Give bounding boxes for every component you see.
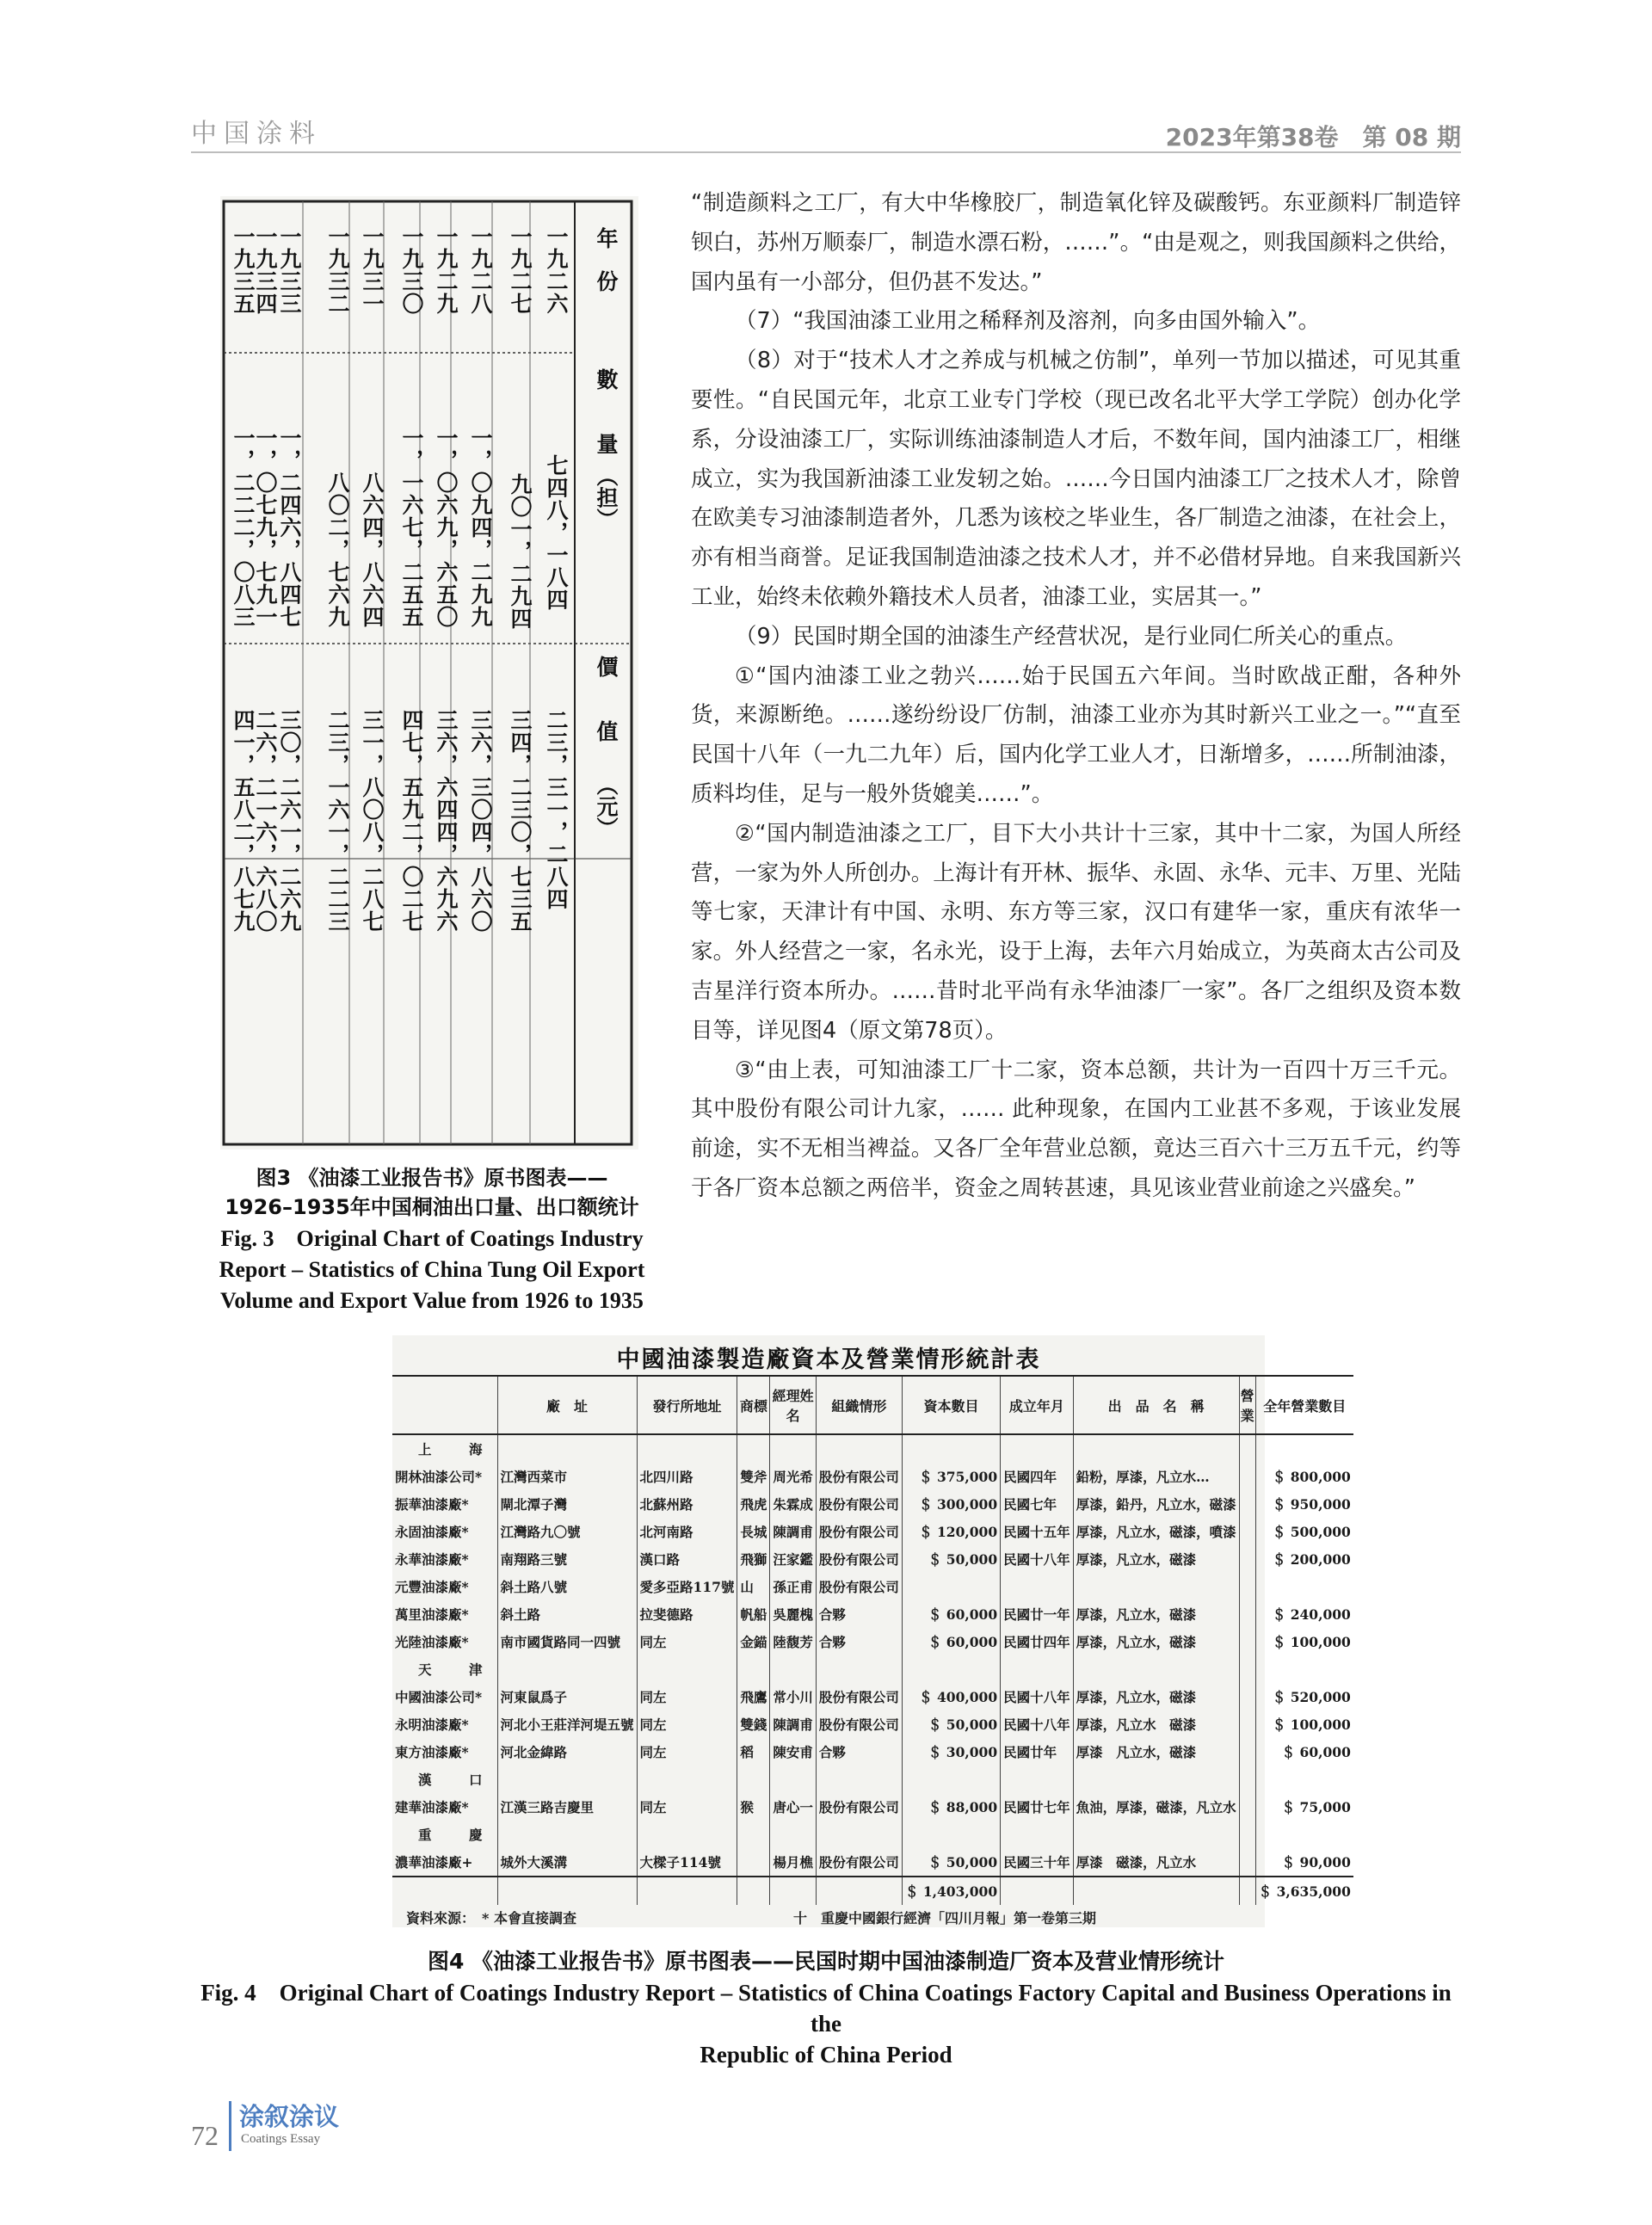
year-cell: 一九三〇	[399, 225, 424, 315]
year-cell: 一九三五	[231, 225, 256, 315]
empty-cell	[770, 1821, 817, 1848]
volume-cell: 一，〇九四，二九九	[468, 427, 493, 628]
cell-site: 河北金緯路	[497, 1738, 637, 1766]
cell-mark: 飛鷹	[737, 1683, 770, 1710]
volume-cell: 九〇一，二九四	[508, 473, 533, 630]
value-cell: 二三，一六一，二二三	[325, 709, 350, 933]
cell-org: 合夥	[816, 1628, 902, 1655]
figure-3-caption-zh	[191, 1163, 673, 1222]
year-cell: 一九三一	[360, 225, 385, 315]
year-cell: 一九三二	[325, 225, 350, 315]
cell-founded: 民國四年	[1001, 1463, 1074, 1490]
figure-3-caption-en	[191, 1223, 673, 1316]
cell-manager: 吳麗槐	[770, 1600, 817, 1628]
cell-manager	[770, 1877, 817, 1905]
cell-name: 中國油漆公司*	[395, 1689, 483, 1705]
table-row	[392, 1738, 1353, 1766]
cell-manager: 孫正甫	[770, 1573, 817, 1600]
caption-line: Fig. 3 Original Chart of Coatings Industry	[220, 1226, 644, 1251]
cell-site: 閘北潭子灣	[497, 1490, 637, 1518]
cell-products: 厚漆，凡立水 磁漆	[1073, 1710, 1239, 1738]
header-year: 年 份	[594, 227, 619, 292]
empty-cell	[1239, 1766, 1255, 1793]
column-header: 廠 址	[497, 1376, 637, 1434]
year-cell: 一九二九	[434, 225, 459, 315]
empty-cell	[637, 1821, 737, 1848]
cell-founded: 民國十八年	[1001, 1545, 1074, 1573]
cell-manager: 常小川	[770, 1683, 817, 1710]
value-cell: 三四，二三〇，七三五	[508, 709, 533, 933]
year-cell: 一九二八	[468, 225, 493, 315]
journal-name: 中国涂料	[191, 119, 322, 149]
cell-revenue: ＄ 200,000	[1255, 1545, 1353, 1573]
cell-manager: 楊月樵	[770, 1848, 817, 1877]
table-row	[392, 1600, 1353, 1628]
cell-name: 永固油漆廠*	[395, 1524, 469, 1540]
cell-capital: ＄ 60,000	[902, 1600, 1000, 1628]
empty-cell	[637, 1434, 737, 1463]
empty-cell	[902, 1434, 1000, 1463]
empty-cell	[1239, 1738, 1255, 1766]
empty-cell	[1073, 1655, 1239, 1683]
column-header: 經理姓名	[770, 1376, 817, 1434]
year-cell: 一九三三	[277, 225, 302, 315]
region-row	[392, 1655, 1353, 1683]
table-row	[392, 1848, 1353, 1877]
region-row	[392, 1434, 1353, 1463]
cell-products: 厚漆，凡立水，磁漆，噴漆	[1073, 1518, 1239, 1545]
cell-manager: 唐心一	[770, 1793, 817, 1821]
cell-revenue: ＄ 3,635,000	[1255, 1877, 1353, 1905]
cell-products: 厚漆，凡立水，磁漆	[1073, 1545, 1239, 1573]
cell-manager: 陳安甫	[770, 1738, 817, 1766]
empty-cell	[902, 1821, 1000, 1848]
empty-cell	[1255, 1434, 1353, 1463]
cell-revenue: ＄ 950,000	[1255, 1490, 1353, 1518]
figure-4-scan	[392, 1335, 1351, 1927]
cell-manager: 汪家鑑	[770, 1545, 817, 1573]
empty-cell	[1239, 1463, 1255, 1490]
caption-line: Report – Statistics of China Tung Oil Export	[219, 1257, 645, 1282]
cell-revenue	[1255, 1573, 1353, 1600]
header-rule	[191, 151, 1461, 153]
empty-cell	[902, 1655, 1000, 1683]
value-cell: 二六，二一六，六八〇	[253, 709, 278, 933]
empty-cell	[1239, 1655, 1255, 1683]
caption-line: 图3 《油漆工业报告书》原书图表——	[256, 1166, 608, 1190]
cell-manager: 周光希	[770, 1463, 817, 1490]
cell-mark	[737, 1877, 770, 1905]
cell-name: 光陸油漆廠*	[395, 1634, 469, 1650]
volume-cell: 一，一六七，二五五	[399, 427, 424, 628]
figure-4-table-title: 中國油漆製造廠資本及營業情形統計表	[616, 1347, 1041, 1373]
year-cell: 一九三四	[253, 225, 278, 315]
year-cell: 一九二七	[508, 225, 533, 315]
empty-cell	[816, 1434, 902, 1463]
region-label: 重 慶	[418, 1827, 495, 1843]
volume-cell: 八六四，八六四	[360, 472, 385, 628]
value-cell: 四一，五八二，八七九	[231, 709, 256, 933]
cell-revenue: ＄ 500,000	[1255, 1518, 1353, 1545]
empty-cell	[1255, 1766, 1353, 1793]
cell-capital: ＄ 375,000	[902, 1463, 1000, 1490]
cell-capital: ＄ 50,000	[902, 1848, 1000, 1877]
table-row	[392, 1793, 1353, 1821]
header-value: 價 值 （元）	[594, 656, 619, 839]
empty-cell	[816, 1655, 902, 1683]
empty-cell	[1239, 1683, 1255, 1710]
empty-cell	[1239, 1710, 1255, 1738]
empty-cell	[1001, 1766, 1074, 1793]
figure-4-source-note: 資料來源： * 本會直接調查	[406, 1910, 576, 1926]
cell-name: 永華油漆廠*	[395, 1551, 469, 1568]
cell-office: 同左	[637, 1738, 737, 1766]
cell-products: 厚漆，凡立水，磁漆	[1073, 1628, 1239, 1655]
cell-products: 厚漆，鉛丹，凡立水，磁漆	[1073, 1490, 1239, 1518]
cell-site: 江灣路九〇號	[497, 1518, 637, 1545]
paragraph: ③“由上表，可知油漆工厂十二家，资本总额，共计为一百四十万三千元。其中股份有限公司计九家，…… 此种现象，在国内工业甚不多观，于该业发展前途，实不无相当裨益。又各厂全年营业总额，竟达三百六十三万五千元，约等于各厂资本总额之两倍半，资金之周转甚速，具见该业营业前途之兴盛矣。”	[691, 1057, 1461, 1201]
empty-cell	[1239, 1434, 1255, 1463]
figure-3-grid	[220, 196, 638, 1149]
empty-cell	[816, 1821, 902, 1848]
cell-products	[1073, 1573, 1239, 1600]
page-number: 72	[191, 2120, 219, 2151]
table-row	[392, 1518, 1353, 1545]
empty-cell	[1239, 1545, 1255, 1573]
caption-line: Fig. 4 Original Chart of Coatings Industry Report – Statistics of China Coatings Factory Capital and Business Operations in the	[200, 1980, 1452, 2037]
cell-name: 濃華油漆廠+	[395, 1854, 473, 1871]
cell-site: 南翔路三號	[497, 1545, 637, 1573]
cell-org: 股份有限公司	[816, 1710, 902, 1738]
cell-org: 合夥	[816, 1600, 902, 1628]
empty-cell	[1239, 1518, 1255, 1545]
cell-office: 愛多亞路117號	[637, 1573, 737, 1600]
figure-4-caption-zh: 图4 《油漆工业报告书》原书图表——民国时期中国油漆制造厂资本及营业情形统计	[427, 1949, 1225, 1974]
volume-cell: 七四八，一八四	[544, 454, 569, 611]
empty-cell	[1239, 1490, 1255, 1518]
cell-founded	[1001, 1573, 1074, 1600]
cell-site: 江漢三路吉慶里	[497, 1793, 637, 1821]
value-cell: 三一，八〇八，二八七	[360, 709, 385, 933]
value-cell: 三六，三〇四，八六〇	[468, 709, 493, 933]
empty-cell	[1001, 1821, 1074, 1848]
cell-founded: 民國廿年	[1001, 1738, 1074, 1766]
cell-office	[637, 1877, 737, 1905]
cell-mark: 山	[737, 1573, 770, 1600]
cell-founded: 民國廿四年	[1001, 1628, 1074, 1655]
empty-cell	[637, 1766, 737, 1793]
table-row	[392, 1710, 1353, 1738]
figure-3-scan	[220, 196, 638, 1149]
cell-org: 股份有限公司	[816, 1463, 902, 1490]
cell-mark	[737, 1848, 770, 1877]
cell-capital	[902, 1573, 1000, 1600]
column-header: 商標	[737, 1376, 770, 1434]
section-name-zh: 涂叙涂议	[239, 2102, 340, 2131]
cell-mark: 飛獅	[737, 1545, 770, 1573]
column-header: 出 品 名 稱	[1073, 1376, 1239, 1434]
cell-manager: 朱霖成	[770, 1490, 817, 1518]
cell-office: 北蘇州路	[637, 1490, 737, 1518]
cell-office: 北四川路	[637, 1463, 737, 1490]
empty-cell	[902, 1766, 1000, 1793]
cell-revenue: ＄ 100,000	[1255, 1710, 1353, 1738]
cell-founded: 民國十五年	[1001, 1518, 1074, 1545]
cell-mark: 長城	[737, 1518, 770, 1545]
empty-cell	[497, 1766, 637, 1793]
empty-cell	[770, 1655, 817, 1683]
empty-cell	[737, 1655, 770, 1683]
column-header: 營業	[1239, 1376, 1255, 1434]
cell-org: 股份有限公司	[816, 1683, 902, 1710]
table-header-row	[392, 1376, 1353, 1434]
caption-line: Volume and Export Value from 1926 to 1935	[220, 1288, 644, 1313]
empty-cell	[1239, 1877, 1255, 1905]
cell-org	[816, 1877, 902, 1905]
paragraph: （7）“我国油漆工业用之稀释剂及溶剂，向多由国外输入”。	[735, 308, 1321, 335]
figure-4-source-note-2: 十 重慶中國銀行經濟「四川月報」第一卷第三期	[793, 1910, 1097, 1926]
cell-founded: 民國十八年	[1001, 1683, 1074, 1710]
cell-founded: 民國十八年	[1001, 1710, 1074, 1738]
table-row	[392, 1683, 1353, 1710]
column-header: 全年營業數目	[1255, 1376, 1353, 1434]
cell-name: 振華油漆廠*	[395, 1496, 469, 1513]
table-row	[392, 1628, 1353, 1655]
cell-name: 建華油漆廠*	[395, 1799, 469, 1815]
cell-name: 元豐油漆廠*	[395, 1579, 469, 1595]
cell-office: 同左	[637, 1710, 737, 1738]
table-row	[392, 1545, 1353, 1573]
cell-manager: 陸馥芳	[770, 1628, 817, 1655]
empty-cell	[816, 1766, 902, 1793]
empty-cell	[1255, 1655, 1353, 1683]
cell-site: 河北小王莊洋河堤五號	[497, 1710, 637, 1738]
cell-capital: ＄ 50,000	[902, 1710, 1000, 1738]
empty-cell	[1239, 1793, 1255, 1821]
paragraph: ②“国内制造油漆之工厂，目下大小共计十三家，其中十二家，为国人所经营，一家为外人所创办。上海计有开林、振华、永固、永华、元丰、万里、光陆等七家，天津计有中国、永明、东方等三家，汉口有建华一家，重庆有浓华一家。外人经营之一家，名永光，设于上海，去年六月始成立，为英商太古公司及吉星洋行资本所办。……昔时北平尚有永华油漆厂一家”。各厂之组织及资本数目等，详见图4（原文第78页）。	[691, 820, 1461, 1044]
cell-mark: 雙錢	[737, 1710, 770, 1738]
empty-cell	[497, 1821, 637, 1848]
footer-divider	[229, 2101, 231, 2151]
cell-founded: 民國三十年	[1001, 1848, 1074, 1877]
table-row	[392, 1573, 1353, 1600]
cell-name: 東方油漆廠*	[395, 1744, 469, 1760]
empty-cell	[1255, 1821, 1353, 1848]
cell-mark: 金錨	[737, 1628, 770, 1655]
empty-cell	[1239, 1573, 1255, 1600]
empty-cell	[497, 1655, 637, 1683]
empty-cell	[1073, 1766, 1239, 1793]
caption-line: 1926–1935年中国桐油出口量、出口额统计	[225, 1195, 639, 1219]
paragraph: ①“国内油漆工业之勃兴……始于民国五六年间。当时欧战正酣，各种外货，来源断绝。……遂纷纷设厂仿制，油漆工业亦为其时新兴工业之一。”“直至民国十八年（一九二九年）后，国内化学工业人才，日渐增多，……所制油漆，质料均佳，足与一般外货媲美……”。	[691, 663, 1461, 807]
cell-capital: ＄ 300,000	[902, 1490, 1000, 1518]
cell-manager: 陳調甫	[770, 1710, 817, 1738]
cell-founded	[1001, 1877, 1074, 1905]
empty-cell	[737, 1766, 770, 1793]
cell-office: 同左	[637, 1793, 737, 1821]
cell-products: 厚漆，凡立水，磁漆	[1073, 1600, 1239, 1628]
cell-products: 厚漆 磁漆，凡立水	[1073, 1848, 1239, 1877]
cell-org: 股份有限公司	[816, 1490, 902, 1518]
cell-mark: 稻	[737, 1738, 770, 1766]
empty-cell	[1073, 1434, 1239, 1463]
empty-cell	[770, 1434, 817, 1463]
paragraph: “制造颜料之工厂，有大中华橡胶厂，制造氧化锌及碳酸钙。东亚颜料厂制造锌钡白，苏州万顺泰厂，制造水漂石粉，……”。“由是观之，则我国颜料之供给，国内虽有一小部分，但仍甚不发达。”	[691, 190, 1461, 295]
region-label: 天 津	[418, 1661, 495, 1678]
cell-products: 厚漆，凡立水，磁漆	[1073, 1683, 1239, 1710]
cell-office: 北河南路	[637, 1518, 737, 1545]
column-header: 資本數目	[902, 1376, 1000, 1434]
cell-office: 大樑子114號	[637, 1848, 737, 1877]
cell-office: 拉斐德路	[637, 1600, 737, 1628]
table-row	[392, 1490, 1353, 1518]
cell-org: 股份有限公司	[816, 1545, 902, 1573]
cell-site: 江灣西菜市	[497, 1463, 637, 1490]
cell-founded: 民國廿一年	[1001, 1600, 1074, 1628]
empty-cell	[770, 1766, 817, 1793]
cell-revenue: ＄ 800,000	[1255, 1463, 1353, 1490]
empty-cell	[497, 1434, 637, 1463]
cell-name: 永明油漆廠*	[395, 1717, 469, 1733]
cell-capital: ＄ 88,000	[902, 1793, 1000, 1821]
cell-org: 股份有限公司	[816, 1573, 902, 1600]
cell-org: 股份有限公司	[816, 1793, 902, 1821]
figure-4-caption-en	[191, 1977, 1461, 2070]
column-header	[392, 1376, 497, 1434]
region-label: 漢 口	[418, 1772, 495, 1788]
paragraph: （8）对于“技术人才之养成与机械之仿制”，单列一节加以描述，可见其重要性。“自民国元年，北京工业专门学校（现已改名北平大学工学院）创办化学系，分设油漆工厂，实际训练油漆制造人才后，不数年间，国内油漆工厂，相继成立，实为我国新油漆工业发轫之始。……今日国内油漆工厂之技术人才，除曾在欧美专习油漆制造者外，几悉为该校之毕业生，各厂制造之油漆，在社会上，亦有相当商誉。足证我国制造油漆之技术人才，并不必借材异地。自来我国新兴工业，始终未依赖外籍技术人员者，油漆工业，实居其一。”	[691, 348, 1461, 610]
cell-org: 合夥	[816, 1738, 902, 1766]
region-label: 上 海	[418, 1441, 495, 1458]
header-volume: 數 量 （担）	[594, 368, 619, 530]
cell-office: 漢口路	[637, 1545, 737, 1573]
cell-capital: ＄ 60,000	[902, 1628, 1000, 1655]
cell-org: 股份有限公司	[816, 1518, 902, 1545]
cell-capital: ＄ 30,000	[902, 1738, 1000, 1766]
cell-products	[1073, 1877, 1239, 1905]
cell-capital: ＄ 1,403,000	[902, 1877, 1000, 1905]
cell-revenue: ＄ 100,000	[1255, 1628, 1353, 1655]
cell-site	[497, 1877, 637, 1905]
figure-4-table	[392, 1375, 1353, 1905]
cell-capital: ＄ 400,000	[902, 1683, 1000, 1710]
cell-revenue: ＄ 90,000	[1255, 1848, 1353, 1877]
cell-site: 河東鼠爲子	[497, 1683, 637, 1710]
cell-site: 斜土路	[497, 1600, 637, 1628]
region-row	[392, 1821, 1353, 1848]
cell-mark: 帆船	[737, 1600, 770, 1628]
volume-cell: 一，〇六九，六五〇	[434, 427, 459, 628]
cell-revenue: ＄ 60,000	[1255, 1738, 1353, 1766]
column-header: 組織情形	[816, 1376, 902, 1434]
region-row	[392, 1766, 1353, 1793]
empty-cell	[1001, 1434, 1074, 1463]
table-row	[392, 1463, 1353, 1490]
cell-products: 鉛粉，厚漆，凡立水…	[1073, 1463, 1239, 1490]
cell-site: 城外大溪溝	[497, 1848, 637, 1877]
column-header: 成立年月	[1001, 1376, 1074, 1434]
section-name-en: Coatings Essay	[241, 2132, 321, 2146]
volume-cell: 一，〇七九，七九一	[253, 427, 278, 628]
article-body	[691, 184, 1461, 1209]
cell-mark: 雙斧	[737, 1463, 770, 1490]
cell-site: 斜土路八號	[497, 1573, 637, 1600]
issue-info: 2023年第38卷 第 08 期	[1165, 123, 1461, 151]
cell-capital: ＄ 50,000	[902, 1545, 1000, 1573]
empty-cell	[737, 1821, 770, 1848]
cell-revenue: ＄ 520,000	[1255, 1683, 1353, 1710]
cell-name: 開林油漆公司*	[395, 1469, 483, 1485]
cell-revenue: ＄ 75,000	[1255, 1793, 1353, 1821]
cell-products: 魚油，厚漆，磁漆，凡立水	[1073, 1793, 1239, 1821]
year-cell: 一九二六	[544, 225, 569, 315]
cell-founded: 民國七年	[1001, 1490, 1074, 1518]
value-cell: 三〇，二六一，二六九	[277, 709, 302, 933]
value-cell: 二三，三一，二八四	[544, 709, 569, 910]
cell-revenue: ＄ 240,000	[1255, 1600, 1353, 1628]
cell-founded: 民國廿七年	[1001, 1793, 1074, 1821]
cell-manager: 陳調甫	[770, 1518, 817, 1545]
total-row	[392, 1877, 1353, 1905]
cell-mark: 猴	[737, 1793, 770, 1821]
value-cell: 三六，六四四，六九六	[434, 709, 459, 933]
cell-site: 南市國貨路同一四號	[497, 1628, 637, 1655]
cell-name: 萬里油漆廠*	[395, 1606, 469, 1623]
empty-cell	[1001, 1655, 1074, 1683]
column-header: 發行所地址	[637, 1376, 737, 1434]
empty-cell	[1239, 1848, 1255, 1877]
empty-cell	[1073, 1821, 1239, 1848]
empty-cell	[1239, 1628, 1255, 1655]
cell-office: 同左	[637, 1683, 737, 1710]
cell-mark: 飛虎	[737, 1490, 770, 1518]
cell-org: 股份有限公司	[816, 1848, 902, 1877]
cell-office: 同左	[637, 1628, 737, 1655]
cell-products: 厚漆 凡立水，磁漆	[1073, 1738, 1239, 1766]
cell-capital: ＄ 120,000	[902, 1518, 1000, 1545]
empty-cell	[1239, 1600, 1255, 1628]
value-cell: 四七，五九二，〇二七	[399, 709, 424, 933]
empty-cell	[1239, 1821, 1255, 1848]
volume-cell: 一，二二二，〇八三	[231, 427, 256, 628]
caption-line: Republic of China Period	[700, 2042, 952, 2068]
volume-cell: 一，二四六，八四七	[277, 427, 302, 628]
empty-cell	[737, 1434, 770, 1463]
volume-cell: 八〇二，七六九	[325, 472, 350, 628]
paragraph: （9）民国时期全国的油漆生产经营状况，是行业同仁所关心的重点。	[735, 623, 1408, 650]
empty-cell	[637, 1655, 737, 1683]
cell-name	[392, 1877, 497, 1905]
